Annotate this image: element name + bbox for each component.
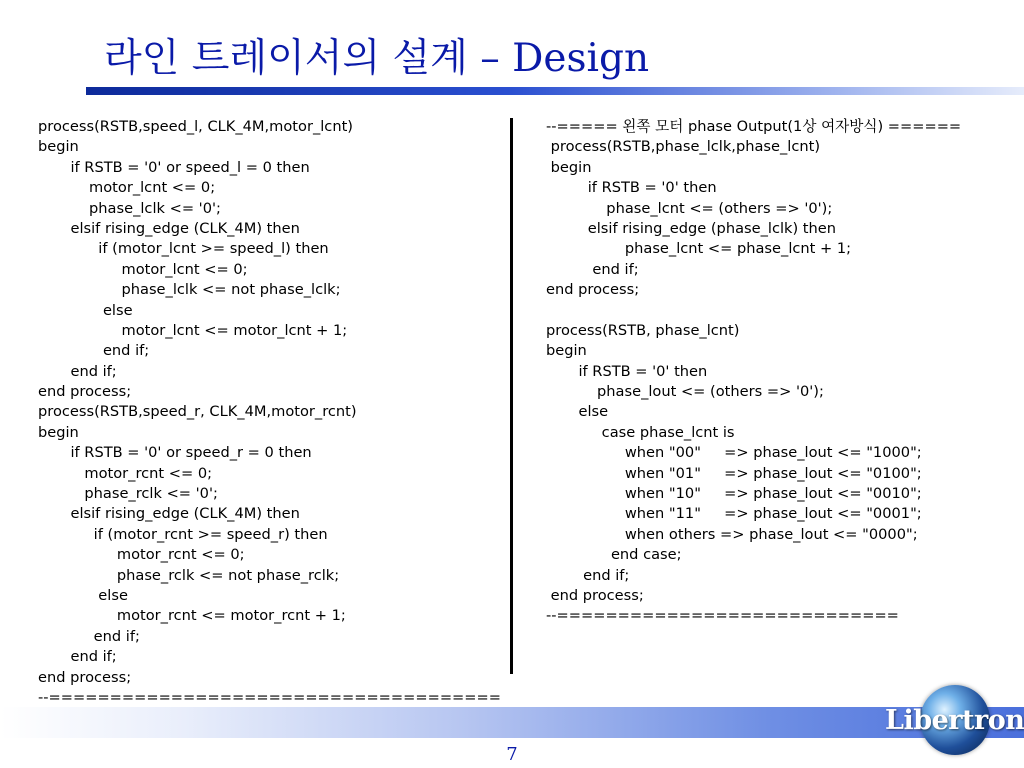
code-right-line: phase_lout <= (others => '0'); xyxy=(546,383,824,401)
code-left-line: if (motor_lcnt >= speed_l) then xyxy=(38,240,329,258)
code-left-line: else xyxy=(38,301,133,319)
code-right-line xyxy=(546,301,961,321)
code-block-right xyxy=(546,117,961,627)
code-right-line: begin xyxy=(546,342,587,360)
code-right-line: end process; xyxy=(546,586,644,604)
code-left-line: if RSTB = '0' or speed_l = 0 then xyxy=(38,158,310,176)
code-right-line: end if; xyxy=(546,260,639,278)
code-left-line: begin xyxy=(38,138,79,156)
code-left-line: process(RSTB,speed_l, CLK_4M,motor_lcnt) xyxy=(38,118,353,135)
code-left-line: motor_rcnt <= motor_rcnt + 1; xyxy=(38,607,346,625)
code-left-line: motor_lcnt <= 0; xyxy=(38,260,248,278)
code-left-line: motor_rcnt <= 0; xyxy=(38,464,213,482)
code-right-line: process(RSTB, phase_lcnt) xyxy=(546,321,740,339)
code-right-line: when others => phase_lout <= "0000"; xyxy=(546,525,918,543)
title-underline xyxy=(86,87,1024,95)
code-right-line: if RSTB = '0' then xyxy=(546,362,708,380)
code-left-line: elsif rising_edge (CLK_4M) then xyxy=(38,505,300,523)
code-left-line: end if; xyxy=(38,362,117,380)
code-right-line: begin xyxy=(546,158,592,176)
code-left-line: process(RSTB,speed_r, CLK_4M,motor_rcnt) xyxy=(38,403,357,421)
code-left-line: else xyxy=(38,586,128,604)
code-left-line: end if; xyxy=(38,648,117,666)
code-right-line: phase_lcnt <= (others => '0'); xyxy=(546,199,833,217)
code-right-line: when "01" => phase_lout <= "0100"; xyxy=(546,464,922,482)
code-right-line: case phase_lcnt is xyxy=(546,423,735,441)
code-left-line: motor_rcnt <= 0; xyxy=(38,546,245,564)
code-left-line: phase_rclk <= not phase_rclk; xyxy=(38,566,340,584)
code-left-line: if RSTB = '0' or speed_r = 0 then xyxy=(38,444,312,462)
code-left-line: --===================================== xyxy=(38,688,501,706)
code-right-line: when "10" => phase_lout <= "0010"; xyxy=(546,485,922,503)
page-number: 7 xyxy=(506,744,518,765)
code-right-line: else xyxy=(546,403,609,421)
code-right-line: end case; xyxy=(546,546,682,564)
code-left-line: elsif rising_edge (CLK_4M) then xyxy=(38,219,300,237)
code-right-line: end if; xyxy=(546,566,630,584)
code-right-line: if RSTB = '0' then xyxy=(546,179,717,197)
code-right-line: when "11" => phase_lout <= "0001"; xyxy=(546,505,922,523)
code-left-line: end if; xyxy=(38,342,150,360)
code-left-line: motor_lcnt <= motor_lcnt + 1; xyxy=(38,321,348,339)
code-block-left xyxy=(38,117,501,729)
code-left-line: end process; xyxy=(38,383,132,401)
code-right-line: phase_lcnt <= phase_lcnt + 1; xyxy=(546,240,852,258)
code-right-line: when "00" => phase_lout <= "1000"; xyxy=(546,444,922,462)
code-left-line: motor_lcnt <= 0; xyxy=(38,179,216,197)
code-left-line: begin xyxy=(38,423,79,441)
code-right-line: end process; xyxy=(546,281,640,299)
code-left-line: end if; xyxy=(38,627,140,645)
code-right-line: process(RSTB,phase_lclk,phase_lcnt) xyxy=(546,138,821,156)
code-left-line: if (motor_rcnt >= speed_r) then xyxy=(38,525,328,543)
code-left-line: phase_rclk <= '0'; xyxy=(38,485,218,503)
code-left-line: end process; xyxy=(38,668,132,686)
logo-text: Libertron xyxy=(885,705,1024,736)
code-right-line: --===== 왼쪽 모터 phase Output(1상 여자방식) ====== xyxy=(546,118,962,135)
slide-title: 라인 트레이서의 설계 – Design xyxy=(104,36,650,81)
code-right-line: --============================ xyxy=(546,607,899,625)
footer-band xyxy=(0,707,1024,738)
column-divider xyxy=(510,118,513,674)
code-left-line: phase_lclk <= not phase_lclk; xyxy=(38,281,341,299)
code-right-line: elsif rising_edge (phase_lclk) then xyxy=(546,219,837,237)
code-left-line: phase_lclk <= '0'; xyxy=(38,199,221,217)
